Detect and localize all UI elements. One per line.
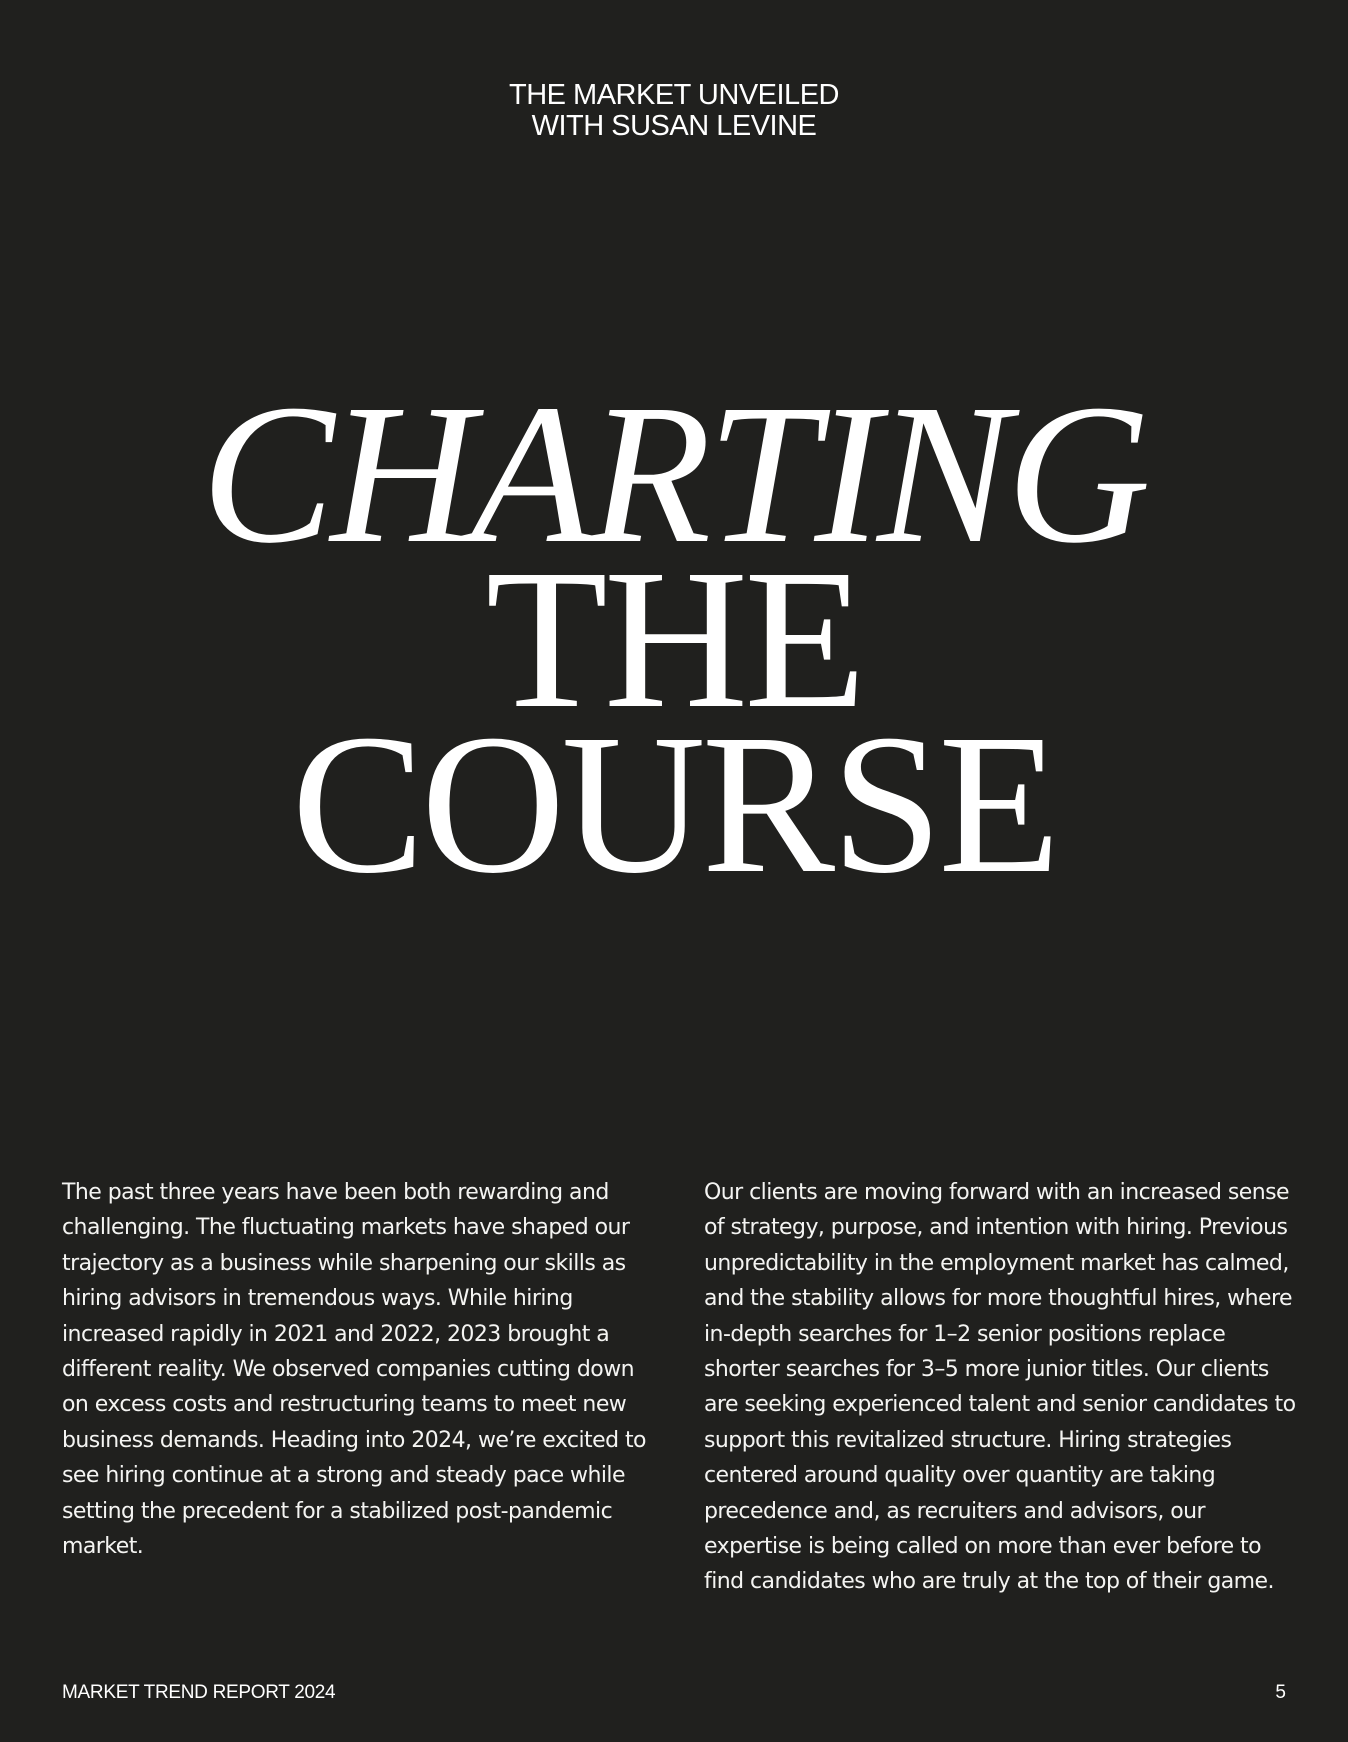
section-kicker bbox=[0, 80, 1348, 142]
footer-page-number: 5 bbox=[1275, 1682, 1286, 1703]
body-paragraph-left: The past three years have been both rewarding and challenging. The fluctuating markets have shaped our trajectory as a business while sharpening our skills as hiring advisors in tremendous ways. While hiring increased rapidly in 2021 and 2022, 2023 brought a different reality. We observed companies cutting down on excess costs and restructuring teams to meet new business demands. Heading into 2024, we’re excited to see hiring continue at a strong and steady pace while setting the precedent for a stabilized post-pandemic market. bbox=[62, 1180, 646, 1560]
headline-line-the: THE bbox=[485, 529, 863, 750]
headline-line-course: COURSE bbox=[291, 694, 1057, 915]
headline-line-charting: CHARTING bbox=[201, 364, 1147, 585]
kicker-line-2: WITH SUSAN LEVINE bbox=[531, 110, 817, 142]
body-paragraph-right: Our clients are moving forward with an increased sense of strategy, purpose, and intention with hiring. Previous unpredictability in the employment market has calmed, and the stability allows for more thoughtful hires, where in-depth searches for 1–2 senior positions replace shorter searches for 3–5 more junior titles. Our clients are seeking experienced talent and senior candidates to support this revitalized structure. Hiring strategies centered around quality over quantity are taking precedence and, as recruiters and advisors, our expertise is being called on more than ever before to find candidates who are truly at the top of their game. bbox=[704, 1180, 1296, 1595]
footer-report-title: MARKET TREND REPORT 2024 bbox=[62, 1682, 336, 1703]
kicker-line-1: THE MARKET UNVEILED bbox=[509, 79, 839, 111]
